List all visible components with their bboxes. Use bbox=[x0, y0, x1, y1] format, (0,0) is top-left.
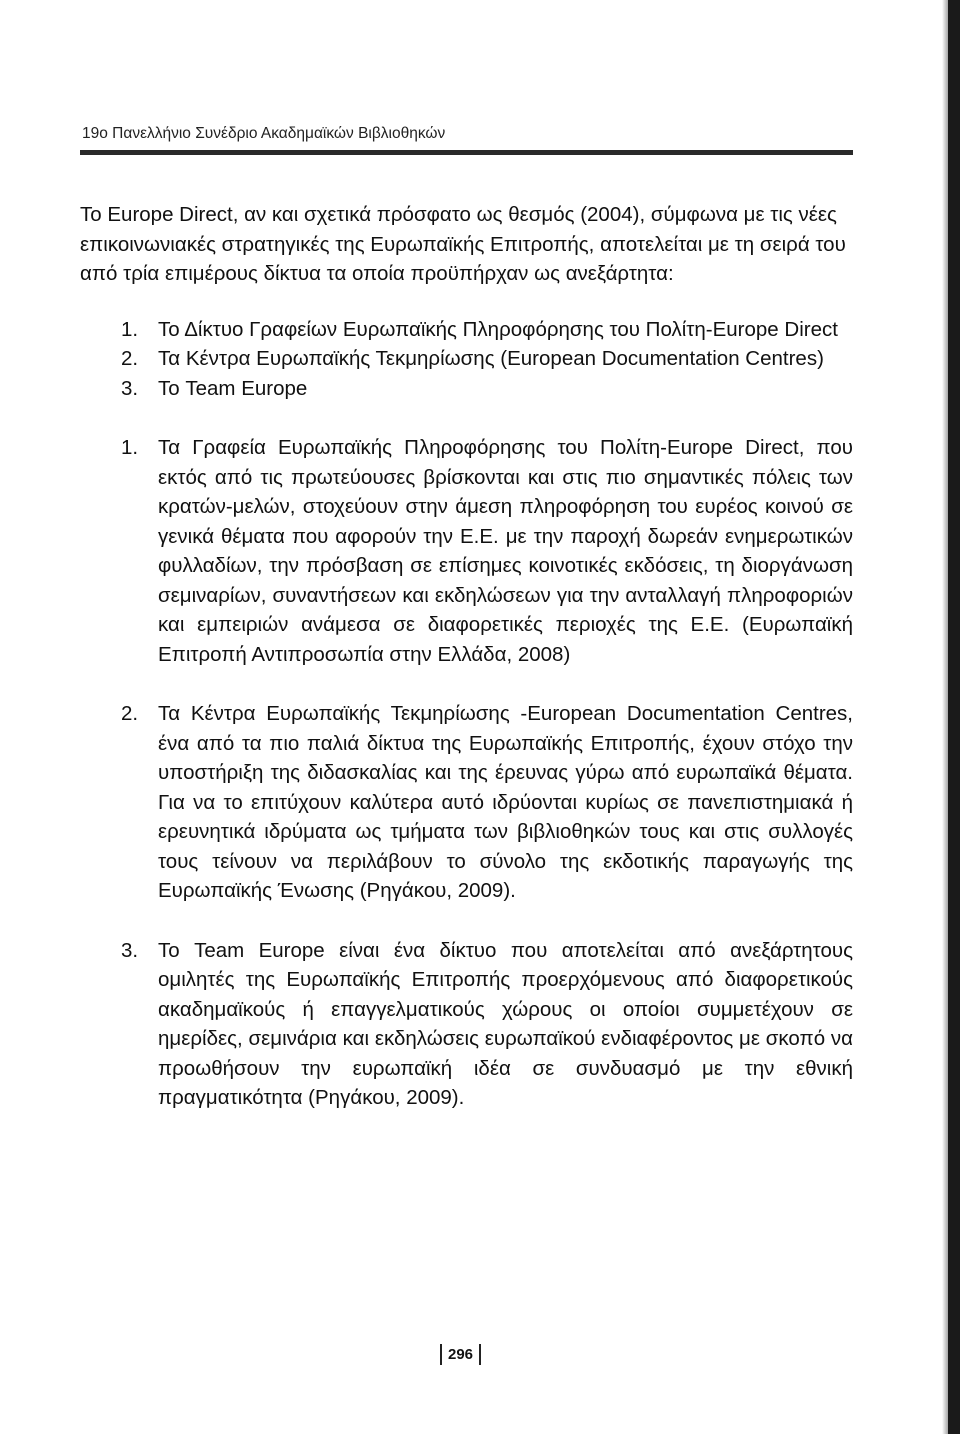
network-name: Τα Κέντρα Ευρωπαϊκής Τεκμηρίωσης (European Documentation Centres) bbox=[158, 347, 824, 370]
description-item bbox=[80, 699, 853, 906]
running-header: 19ο Πανελλήνιο Συνέδριο Ακαδημαϊκών Βιβλιοθηκών bbox=[82, 125, 446, 142]
list-number: 2. bbox=[121, 347, 139, 370]
list-number: 3. bbox=[121, 938, 139, 962]
network-list-item bbox=[80, 344, 853, 374]
description-item bbox=[80, 433, 853, 669]
list-number: 1. bbox=[121, 436, 139, 459]
scan-edge-shadow bbox=[948, 0, 960, 1434]
description-text: Τα Γραφεία Ευρωπαϊκής Πληροφόρησης του Πολίτη-Europe Direct, που εκτός από τις πρωτεύουσες βρίσκονται και στις πιο σημαντικές πόλεις των κρατών-μελών, στοχεύουν στην άμεση πληροφόρηση του ευρέος κοινού σε γενικά θέματα που αφορούν την Ε.Ε. με την παροχή δωρεάν ενημερωτικών φυλλαδίων, την πρόσβαση σε επίσημες κοινοτικές εκδόσεις, τη διοργάνωση σεμιναρίων, συναντήσεων και εκδηλώσεων για την ανταλλαγή πληροφοριών και εμπειριών ανάμεσα σε διαφορετικές περιοχές της Ε.Ε. (Ευρωπαϊκή Επιτροπή Αντιπροσωπία στην Ελλάδα, 2008) bbox=[158, 436, 853, 666]
list-number: 3. bbox=[121, 376, 139, 400]
network-list-item bbox=[80, 315, 853, 345]
network-list bbox=[80, 315, 853, 404]
description-text: Τα Κέντρα Ευρωπαϊκής Τεκμηρίωσης -European Documentation Centres, ένα από τα πιο παλιά δίκτυα της Ευρωπαϊκής Επιτροπής, έχουν στόχο την υποστήριξη της διδασκαλίας και της έρευνας γύρω από ευρωπαϊκά θέματα. Για να το επιτύχουν καλύτερα αυτό ιδρύονται κυρίως σε πανεπιστημιακά ή ερευνητικά ιδρύματα ως τμήματα των βιβλιοθηκών τους και στις συλλογές τους τείνουν να περιλάβουν το σύνολο της εκδοτικής παραγωγής της Ευρωπαϊκής Ένωσης (Ρηγάκου, 2009). bbox=[158, 702, 853, 902]
network-name: Το Δίκτυο Γραφείων Ευρωπαϊκής Πληροφόρησης του Πολίτη-Europe Direct bbox=[158, 317, 838, 341]
network-name: Το Team Europe bbox=[158, 376, 308, 400]
network-descriptions bbox=[80, 433, 853, 1113]
description-text: Το Team Europe είναι ένα δίκτυο που αποτελείται από ανεξάρτητους ομιλητές της Ευρωπαϊκής Επιτροπής προερχόμενους από διαφορετικούς ακαδημαϊκούς ή επαγγελματικούς χώρους οι οποίοι συμμετέχουν σε ημερίδες, σεμινάρια και εκδηλώσεις ευρωπαϊκού ενδιαφέροντος με σκοπό να προωθήσουν την ευρωπαϊκή ιδέα σε συνδυασμό με την εθνική πραγματικότητα (Ρηγάκου, 2009). bbox=[158, 938, 853, 1109]
description-item bbox=[80, 936, 853, 1113]
list-number: 2. bbox=[121, 702, 139, 725]
header-rule bbox=[80, 150, 853, 155]
page-body bbox=[80, 200, 853, 1143]
page-number: 296 bbox=[440, 1344, 481, 1365]
intro-paragraph: Το Europe Direct, αν και σχετικά πρόσφατο ως θεσμός (2004), σύμφωνα με τις νέες επικοινωνιακές στρατηγικές της Ευρωπαϊκής Επιτροπής, αποτελείται με τη σειρά του από τρία επιμέρους δίκτυα τα οποία προϋπήρχαν ως ανεξάρτητα: bbox=[80, 203, 846, 285]
scan-edge-fade bbox=[942, 0, 948, 1434]
network-list-item bbox=[80, 374, 853, 404]
list-number: 1. bbox=[121, 317, 139, 341]
